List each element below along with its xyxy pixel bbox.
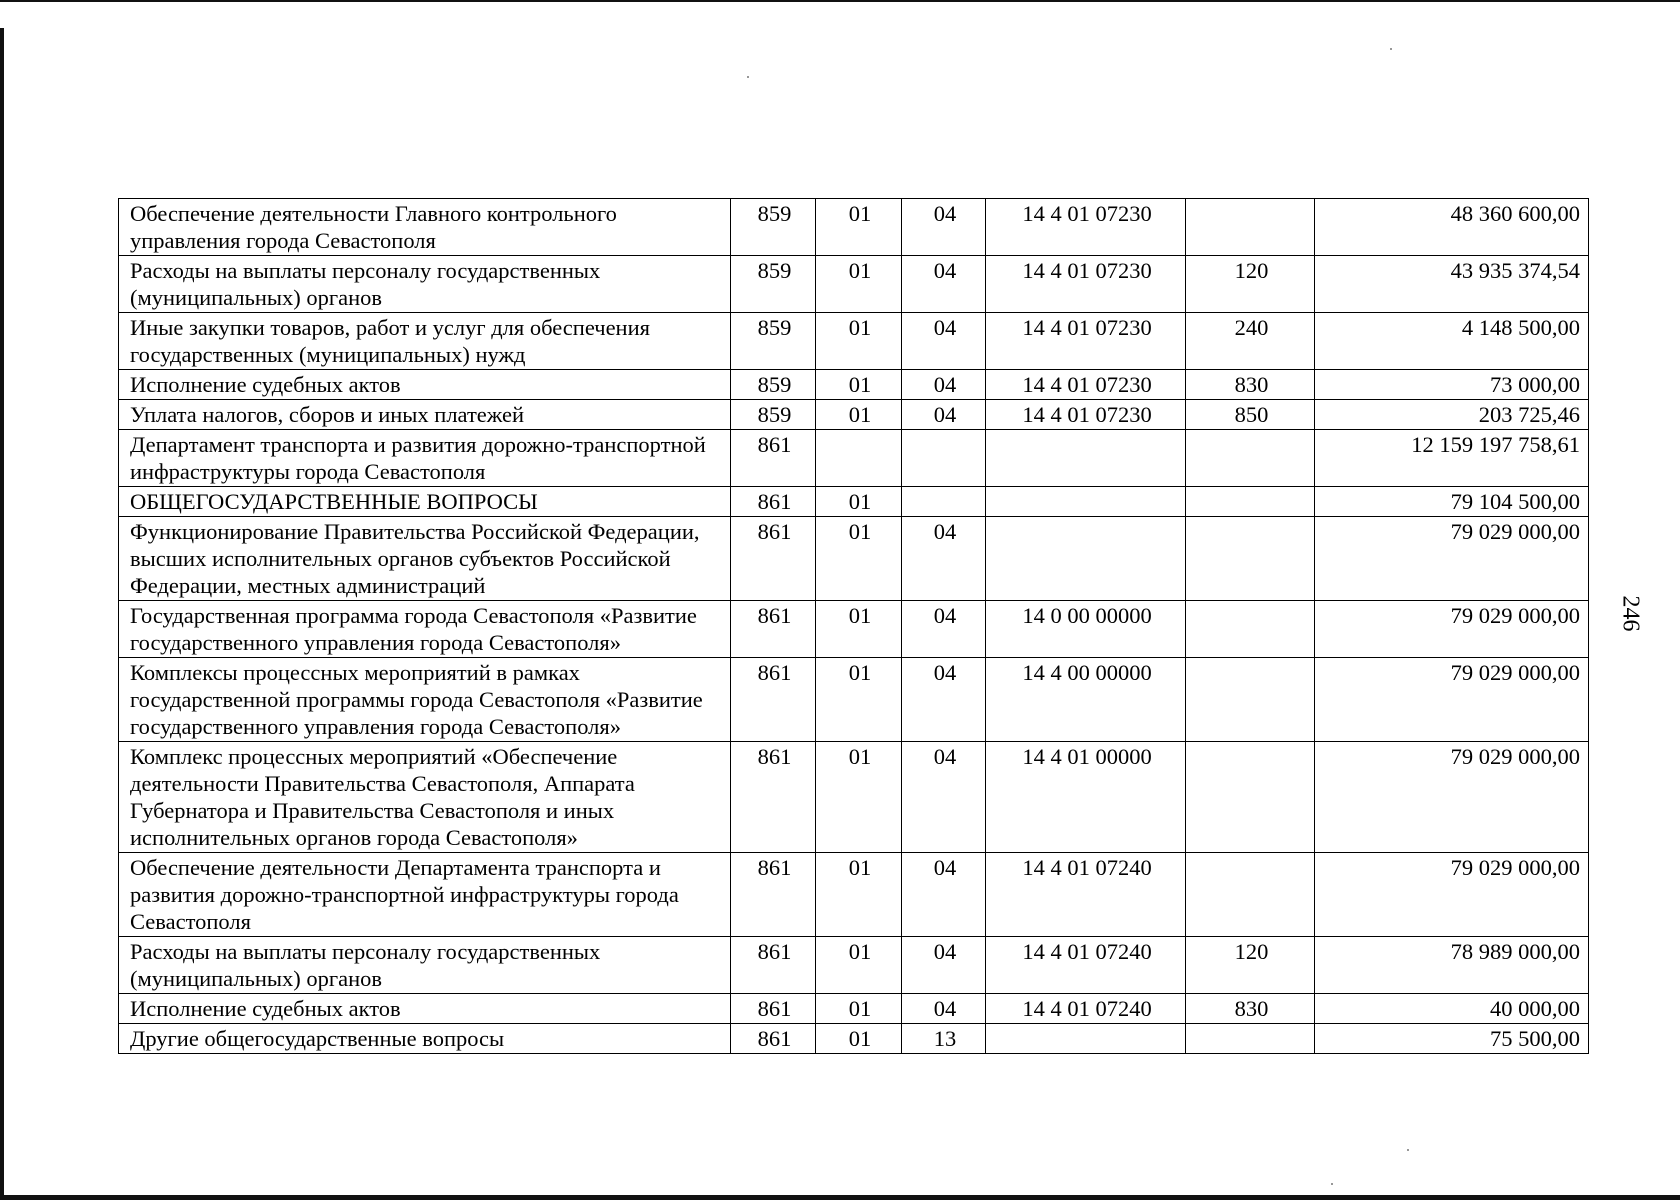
table-row (119, 430, 1589, 487)
row-csr (986, 1024, 1186, 1054)
row-name: Обеспечение деятельности Департамента транспорта и развития дорожно-транспортной инфраструктуры города Севастополя (119, 853, 731, 937)
row-rz: 01 (816, 400, 902, 430)
row-csr: 14 4 01 07230 (986, 313, 1186, 370)
row-csr: 14 4 01 07240 (986, 994, 1186, 1024)
table-row (119, 256, 1589, 313)
row-vr: 830 (1186, 994, 1315, 1024)
row-sum: 79 104 500,00 (1315, 487, 1589, 517)
row-csr (986, 487, 1186, 517)
row-rz: 01 (816, 199, 902, 256)
row-csr: 14 4 01 07230 (986, 199, 1186, 256)
row-sum: 79 029 000,00 (1315, 517, 1589, 601)
row-name: Комплекс процессных мероприятий «Обеспечение деятельности Правительства Севастополя, Аппарата Губернатора и Правительства Севастополя и иных исполнительных органов города Севастополя» (119, 742, 731, 853)
row-sum: 48 360 600,00 (1315, 199, 1589, 256)
row-name: Уплата налогов, сборов и иных платежей (119, 400, 731, 430)
row-ved: 861 (731, 517, 816, 601)
row-pr (902, 430, 986, 487)
row-sum: 78 989 000,00 (1315, 937, 1589, 994)
row-vr: 240 (1186, 313, 1315, 370)
row-name: Департамент транспорта и развития дорожно-транспортной инфраструктуры города Севастополя (119, 430, 731, 487)
table-row (119, 199, 1589, 256)
row-sum: 79 029 000,00 (1315, 853, 1589, 937)
row-rz: 01 (816, 601, 902, 658)
row-ved: 859 (731, 370, 816, 400)
row-vr (1186, 430, 1315, 487)
table-row (119, 853, 1589, 937)
row-pr: 04 (902, 199, 986, 256)
row-csr: 14 4 01 07240 (986, 853, 1186, 937)
row-rz: 01 (816, 487, 902, 517)
row-pr: 04 (902, 400, 986, 430)
row-vr (1186, 487, 1315, 517)
row-rz: 01 (816, 313, 902, 370)
row-rz: 01 (816, 1024, 902, 1054)
table-row (119, 1024, 1589, 1054)
row-ved: 859 (731, 256, 816, 313)
row-rz: 01 (816, 658, 902, 742)
row-sum: 75 500,00 (1315, 1024, 1589, 1054)
row-pr: 04 (902, 742, 986, 853)
row-ved: 859 (731, 400, 816, 430)
table-row (119, 601, 1589, 658)
row-ved: 861 (731, 1024, 816, 1054)
row-ved: 861 (731, 994, 816, 1024)
row-name: Комплексы процессных мероприятий в рамках государственной программы города Севастополя «Развитие государственного управления города Севастополя» (119, 658, 731, 742)
row-vr (1186, 1024, 1315, 1054)
row-ved: 861 (731, 601, 816, 658)
scan-edge-bottom (0, 1195, 1680, 1200)
row-name: Другие общегосударственные вопросы (119, 1024, 731, 1054)
scan-speck (1407, 1149, 1409, 1151)
row-csr: 14 4 00 00000 (986, 658, 1186, 742)
table-row (119, 313, 1589, 370)
row-vr: 850 (1186, 400, 1315, 430)
row-rz: 01 (816, 517, 902, 601)
row-vr (1186, 517, 1315, 601)
row-ved: 861 (731, 487, 816, 517)
row-pr: 04 (902, 937, 986, 994)
row-vr (1186, 601, 1315, 658)
row-csr: 14 4 01 07230 (986, 400, 1186, 430)
row-name: Исполнение судебных актов (119, 994, 731, 1024)
row-name: Государственная программа города Севастополя «Развитие государственного управления города Севастополя» (119, 601, 731, 658)
scan-edge-left (0, 28, 4, 1200)
row-vr: 120 (1186, 256, 1315, 313)
table-row (119, 937, 1589, 994)
row-name: Расходы на выплаты персоналу государственных (муниципальных) органов (119, 937, 731, 994)
row-pr: 04 (902, 370, 986, 400)
page-number: 246 (1617, 595, 1644, 632)
row-csr: 14 4 01 07240 (986, 937, 1186, 994)
row-pr: 04 (902, 313, 986, 370)
row-ved: 861 (731, 853, 816, 937)
table-row (119, 400, 1589, 430)
row-name: ОБЩЕГОСУДАРСТВЕННЫЕ ВОПРОСЫ (119, 487, 731, 517)
row-rz: 01 (816, 937, 902, 994)
row-sum: 73 000,00 (1315, 370, 1589, 400)
row-csr: 14 4 01 00000 (986, 742, 1186, 853)
row-csr: 14 0 00 00000 (986, 601, 1186, 658)
row-vr (1186, 199, 1315, 256)
row-sum: 203 725,46 (1315, 400, 1589, 430)
row-pr: 13 (902, 1024, 986, 1054)
row-rz: 01 (816, 853, 902, 937)
row-name: Расходы на выплаты персоналу государственных (муниципальных) органов (119, 256, 731, 313)
row-pr: 04 (902, 658, 986, 742)
row-ved: 859 (731, 313, 816, 370)
row-csr: 14 4 01 07230 (986, 370, 1186, 400)
row-pr: 04 (902, 601, 986, 658)
row-pr (902, 487, 986, 517)
row-sum: 43 935 374,54 (1315, 256, 1589, 313)
scan-speck (1390, 48, 1392, 50)
row-sum: 79 029 000,00 (1315, 601, 1589, 658)
row-sum: 40 000,00 (1315, 994, 1589, 1024)
row-vr: 120 (1186, 937, 1315, 994)
table-row (119, 487, 1589, 517)
row-rz: 01 (816, 994, 902, 1024)
row-ved: 861 (731, 742, 816, 853)
row-sum: 79 029 000,00 (1315, 658, 1589, 742)
table-row (119, 658, 1589, 742)
table-row (119, 994, 1589, 1024)
row-sum: 79 029 000,00 (1315, 742, 1589, 853)
scan-speck (747, 76, 749, 78)
table-row (119, 742, 1589, 853)
row-sum: 4 148 500,00 (1315, 313, 1589, 370)
row-sum: 12 159 197 758,61 (1315, 430, 1589, 487)
row-ved: 859 (731, 199, 816, 256)
scan-edge-top (0, 0, 1680, 2)
row-csr: 14 4 01 07230 (986, 256, 1186, 313)
row-vr (1186, 742, 1315, 853)
row-pr: 04 (902, 256, 986, 313)
row-name: Обеспечение деятельности Главного контрольного управления города Севастополя (119, 199, 731, 256)
row-pr: 04 (902, 994, 986, 1024)
budget-table (118, 198, 1589, 1054)
row-csr (986, 517, 1186, 601)
row-ved: 861 (731, 658, 816, 742)
scan-speck (1331, 1183, 1333, 1185)
row-ved: 861 (731, 430, 816, 487)
row-ved: 861 (731, 937, 816, 994)
row-name: Иные закупки товаров, работ и услуг для обеспечения государственных (муниципальных) нужд (119, 313, 731, 370)
row-vr (1186, 853, 1315, 937)
row-vr (1186, 658, 1315, 742)
row-rz: 01 (816, 370, 902, 400)
row-pr: 04 (902, 853, 986, 937)
row-csr (986, 430, 1186, 487)
row-name: Функционирование Правительства Российской Федерации, высших исполнительных органов субъектов Российской Федерации, местных администраций (119, 517, 731, 601)
row-vr: 830 (1186, 370, 1315, 400)
row-rz (816, 430, 902, 487)
row-rz: 01 (816, 256, 902, 313)
row-rz: 01 (816, 742, 902, 853)
table-row (119, 517, 1589, 601)
row-name: Исполнение судебных актов (119, 370, 731, 400)
row-pr: 04 (902, 517, 986, 601)
table-row (119, 370, 1589, 400)
